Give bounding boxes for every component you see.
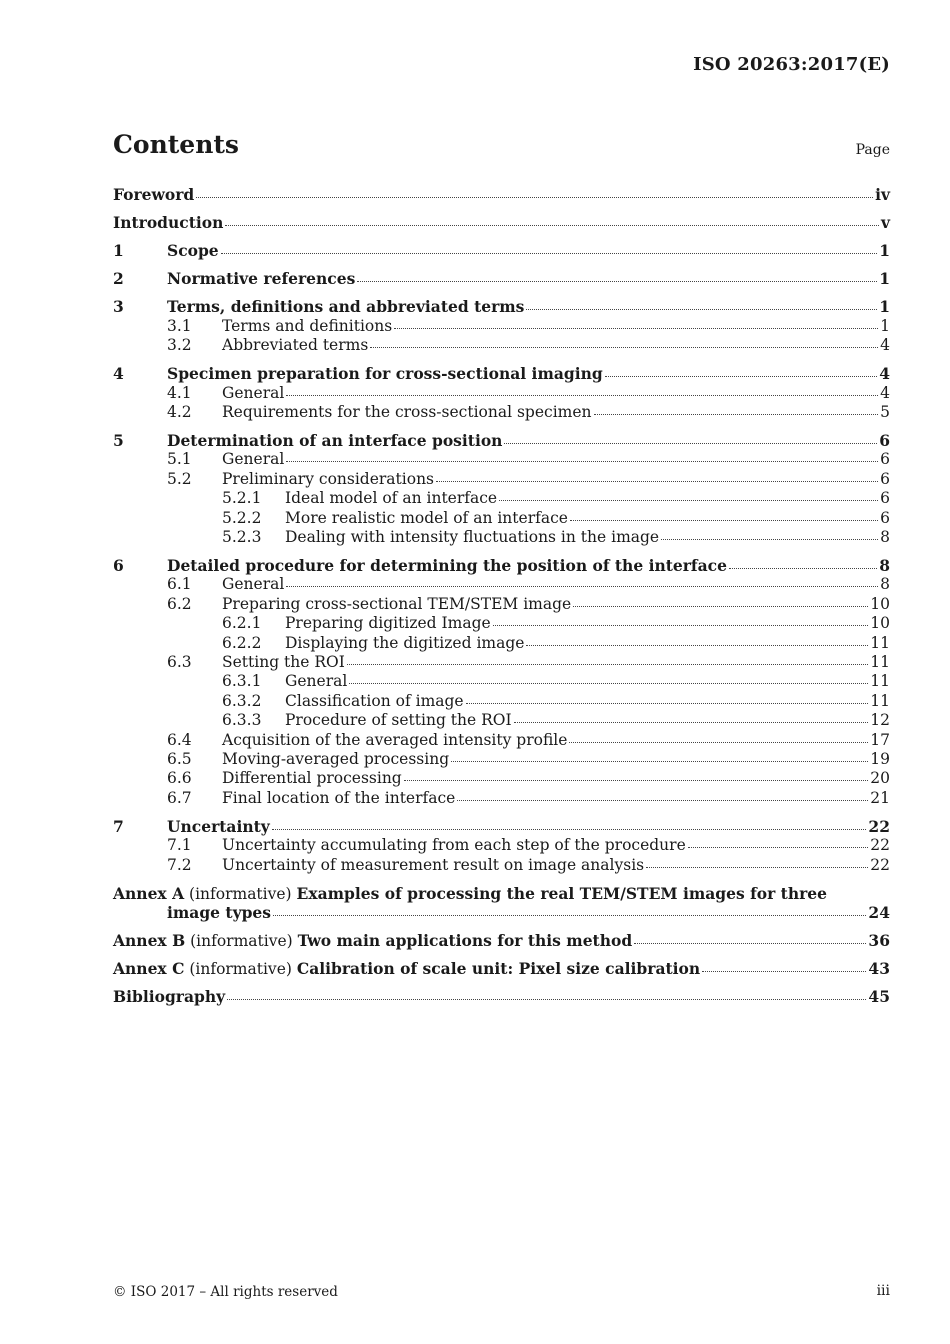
dot-leader	[394, 326, 878, 329]
toc-entry-number: 7	[113, 816, 124, 836]
dot-leader	[499, 498, 878, 501]
toc-entry[interactable]	[113, 817, 890, 836]
toc-entry[interactable]	[113, 241, 890, 260]
dot-leader	[227, 997, 866, 1000]
toc-annex-entry[interactable]	[113, 959, 890, 978]
toc-entry-number: 3	[113, 297, 124, 317]
toc-entry-number: 7.2	[167, 855, 192, 874]
toc-entry[interactable]	[113, 789, 890, 808]
dot-leader	[286, 584, 878, 587]
toc-annex-entry[interactable]	[113, 884, 890, 923]
dot-leader	[466, 701, 869, 704]
dot-leader	[702, 969, 866, 972]
toc-entry[interactable]	[113, 450, 890, 469]
toc-entry-number: 5.2.1	[222, 489, 262, 508]
toc-entry[interactable]	[113, 364, 890, 383]
document-id: ISO 20263:2017(E)	[693, 54, 890, 75]
toc-entry-title: Abbreviated terms	[222, 336, 369, 355]
annex-heading	[113, 931, 632, 951]
toc-entry[interactable]	[113, 403, 890, 422]
dot-leader	[404, 778, 869, 781]
toc-entry-title: Determination of an interface position	[167, 431, 503, 451]
toc-entry-title: Final location of the interface	[222, 788, 456, 807]
toc-entry-page: 4	[880, 336, 890, 355]
toc-entry-page: 10	[870, 614, 890, 633]
dot-leader	[225, 223, 879, 226]
toc-entry-number: 5	[113, 431, 124, 451]
annex-heading	[113, 959, 700, 979]
toc-entry-title: Displaying the digitized image	[285, 633, 525, 652]
toc-entry-page: 1	[879, 269, 890, 289]
annex-kind: (informative)	[189, 884, 292, 903]
dot-leader	[196, 195, 873, 198]
toc-entry-page: 10	[870, 594, 890, 613]
toc-entry-number: 6	[113, 556, 124, 576]
toc-entry[interactable]	[113, 653, 890, 672]
dot-leader	[286, 459, 878, 462]
toc-bibliography-entry[interactable]	[113, 987, 890, 1006]
toc-entry-number: 6.2.1	[222, 614, 262, 633]
toc-entry[interactable]	[113, 317, 890, 336]
annex-page: 24	[868, 903, 890, 923]
toc-entry-page: 1	[879, 241, 890, 261]
toc-entry-number: 3.2	[167, 336, 192, 355]
annex-kind: (informative)	[190, 932, 293, 951]
toc-entry-title: General	[222, 575, 285, 594]
toc-entry-number: 6.2	[167, 594, 192, 613]
toc-entry-title: Detailed procedure for determining the position of the interface	[167, 556, 727, 576]
toc-entry-title: Moving-averaged processing	[222, 749, 450, 768]
toc-entry-page: 22	[868, 816, 890, 836]
toc-entry-title: General	[222, 383, 285, 402]
toc-entry[interactable]	[113, 489, 890, 508]
toc-entry-page: 22	[870, 836, 890, 855]
toc-entry-number: 7.1	[167, 836, 192, 855]
toc-entry-number: 4.1	[167, 383, 192, 402]
toc-entry-page: 8	[879, 556, 890, 576]
toc-entry-page: 4	[880, 383, 890, 402]
toc-entry-number: 5.2.3	[222, 527, 262, 546]
dot-leader	[272, 827, 867, 830]
copyright-notice: © ISO 2017 – All rights reserved	[113, 1284, 338, 1300]
annex-title-continued: image types	[167, 903, 272, 923]
toc-entry-number: 1	[113, 241, 124, 261]
annex-title: Two main applications for this method	[297, 931, 633, 951]
dot-leader	[688, 845, 869, 848]
toc-entry-number: 6.7	[167, 788, 192, 807]
toc-entry[interactable]	[113, 769, 890, 788]
toc-entry-number: 6.1	[167, 575, 192, 594]
dot-leader	[347, 662, 868, 665]
dot-leader	[729, 566, 877, 569]
toc-entry-title: Preparing digitized Image	[285, 614, 491, 633]
toc-entry-number: 4	[113, 364, 124, 384]
toc-entry-number: 5.2	[167, 469, 192, 488]
toc-entry-number: 5.1	[167, 450, 192, 469]
toc-entry-page: 6	[880, 489, 890, 508]
toc-entry[interactable]	[113, 750, 890, 769]
toc-entry-page: 6	[879, 431, 890, 451]
toc-entry[interactable]	[113, 470, 890, 489]
toc-entry[interactable]	[113, 575, 890, 594]
dot-leader	[573, 604, 868, 607]
toc-entry-page: 1	[879, 297, 890, 317]
dot-leader	[451, 759, 868, 762]
toc-entry-title: Preparing cross-sectional TEM/STEM image	[222, 594, 572, 613]
toc-entry-title: Introduction	[113, 213, 224, 233]
dot-leader	[594, 412, 879, 415]
toc-entry[interactable]	[113, 711, 890, 730]
toc-entry-page: 11	[870, 653, 890, 672]
toc-entry-page: 19	[870, 749, 890, 768]
toc-entry-title: Scope	[167, 241, 219, 261]
toc-entry[interactable]	[113, 614, 890, 633]
dot-leader	[349, 681, 868, 684]
dot-leader	[357, 279, 877, 282]
toc-entry-page: 8	[880, 575, 890, 594]
toc-entry[interactable]	[113, 269, 890, 288]
toc-entry-number: 6.6	[167, 769, 192, 788]
toc-entry-page: 4	[879, 364, 890, 384]
dot-leader	[273, 913, 866, 916]
toc-entry[interactable]	[113, 556, 890, 575]
dot-leader	[436, 479, 878, 482]
toc-entry-title: Foreword	[113, 185, 195, 204]
toc-entry-title: General	[285, 672, 348, 691]
dot-leader	[504, 441, 877, 444]
dot-leader	[526, 307, 877, 310]
dot-leader	[221, 251, 878, 254]
toc-entry[interactable]	[113, 384, 890, 403]
toc-entry-title: Uncertainty accumulating from each step of the procedure	[222, 836, 686, 855]
toc-entry[interactable]	[113, 297, 890, 316]
toc-entry-number: 6.3.3	[222, 711, 262, 730]
toc-entry-page: 6	[880, 508, 890, 527]
toc-entry-title: Terms, definitions and abbreviated terms	[167, 297, 525, 317]
dot-leader	[526, 643, 868, 646]
toc-entry-title: Preliminary considerations	[222, 469, 435, 488]
toc-entry[interactable]	[113, 336, 890, 355]
toc-entry-page: 11	[870, 672, 890, 691]
dot-leader	[661, 537, 878, 540]
toc-entry[interactable]	[113, 509, 890, 528]
toc-entry[interactable]	[113, 595, 890, 614]
dot-leader	[493, 623, 869, 626]
toc-entry-title: Ideal model of an interface	[285, 489, 498, 508]
toc-entry-number: 6.2.2	[222, 633, 262, 652]
toc-entry-page: 21	[870, 788, 890, 807]
toc-entry-title: Classification of image	[285, 691, 464, 710]
annex-page: 43	[868, 959, 890, 979]
toc-entry[interactable]	[113, 856, 890, 875]
toc-entry-number: 6.3.1	[222, 672, 262, 691]
page-column-label: Page	[855, 142, 890, 158]
dot-leader	[569, 740, 868, 743]
dot-leader	[457, 798, 868, 801]
page-title: Contents	[113, 130, 240, 159]
toc-entry-page: 11	[870, 633, 890, 652]
bibliography-page: 45	[868, 987, 890, 1007]
toc-entry[interactable]	[113, 213, 890, 232]
annex-label: Annex B	[113, 931, 186, 951]
toc-entry-title: Uncertainty	[167, 816, 270, 836]
annex-page: 36	[868, 931, 890, 951]
toc-entry-page: 11	[870, 691, 890, 710]
toc-entry-title: Setting the ROI	[222, 653, 345, 672]
toc-entry-title: Differential processing	[222, 769, 402, 788]
toc-entry-title: Dealing with intensity fluctuations in the image	[285, 527, 660, 546]
toc-entry-number: 6.5	[167, 749, 192, 768]
toc-annex-entry[interactable]	[113, 931, 890, 950]
annex-title: Calibration of scale unit: Pixel size calibration	[296, 959, 701, 979]
toc-entry[interactable]	[113, 836, 890, 855]
toc-entry-page: 12	[870, 711, 890, 730]
toc-entry-title: Specimen preparation for cross-sectional imaging	[167, 364, 603, 384]
toc-entry-page: iv	[875, 185, 890, 204]
toc-entry-title: Terms and definitions	[222, 316, 393, 335]
annex-title: Examples of processing the real TEM/STEM images for three	[296, 883, 827, 903]
toc-entry[interactable]	[113, 731, 890, 750]
toc-entry[interactable]	[113, 431, 890, 450]
annex-label: Annex A	[113, 883, 185, 903]
toc-entry-title: Uncertainty of measurement result on image analysis	[222, 855, 645, 874]
toc-entry-number: 5.2.2	[222, 508, 262, 527]
toc-entry[interactable]	[113, 185, 890, 204]
dot-leader	[634, 941, 866, 944]
annex-kind: (informative)	[189, 960, 292, 979]
dot-leader	[646, 865, 868, 868]
toc-entry-page: 1	[880, 316, 890, 335]
toc-entry-number: 6.3	[167, 653, 192, 672]
toc-entry[interactable]	[113, 692, 890, 711]
annex-label: Annex C	[113, 959, 185, 979]
toc-entry-number: 6.4	[167, 730, 192, 749]
bibliography-title: Bibliography	[113, 987, 226, 1007]
toc-entry-title: Procedure of setting the ROI	[285, 711, 512, 730]
toc-entry-page: 20	[870, 769, 890, 788]
dot-leader	[605, 374, 877, 377]
toc-entry-title: General	[222, 450, 285, 469]
toc-entry[interactable]	[113, 634, 890, 653]
toc-entry[interactable]	[113, 528, 890, 547]
toc-entry-title: Requirements for the cross-sectional specimen	[222, 402, 592, 421]
dot-leader	[514, 720, 869, 723]
dot-leader	[370, 345, 878, 348]
dot-leader	[286, 393, 878, 396]
toc-entry-page: 8	[880, 527, 890, 546]
table-of-contents	[113, 185, 890, 1007]
toc-entry[interactable]	[113, 672, 890, 691]
toc-entry-title: Acquisition of the averaged intensity profile	[222, 730, 568, 749]
toc-entry-page: 6	[880, 469, 890, 488]
toc-entry-title: More realistic model of an interface	[285, 508, 568, 527]
toc-entry-page: v	[880, 213, 890, 233]
toc-entry-title: Normative references	[167, 269, 356, 289]
toc-entry-page: 17	[870, 730, 890, 749]
toc-entry-page: 22	[870, 855, 890, 874]
toc-entry-number: 2	[113, 269, 124, 289]
toc-entry-number: 4.2	[167, 402, 192, 421]
toc-entry-number: 3.1	[167, 316, 192, 335]
toc-entry-number: 6.3.2	[222, 691, 262, 710]
page-number: iii	[876, 1283, 890, 1299]
toc-entry-page: 6	[880, 450, 890, 469]
toc-entry-page: 5	[880, 402, 890, 421]
dot-leader	[570, 518, 878, 521]
